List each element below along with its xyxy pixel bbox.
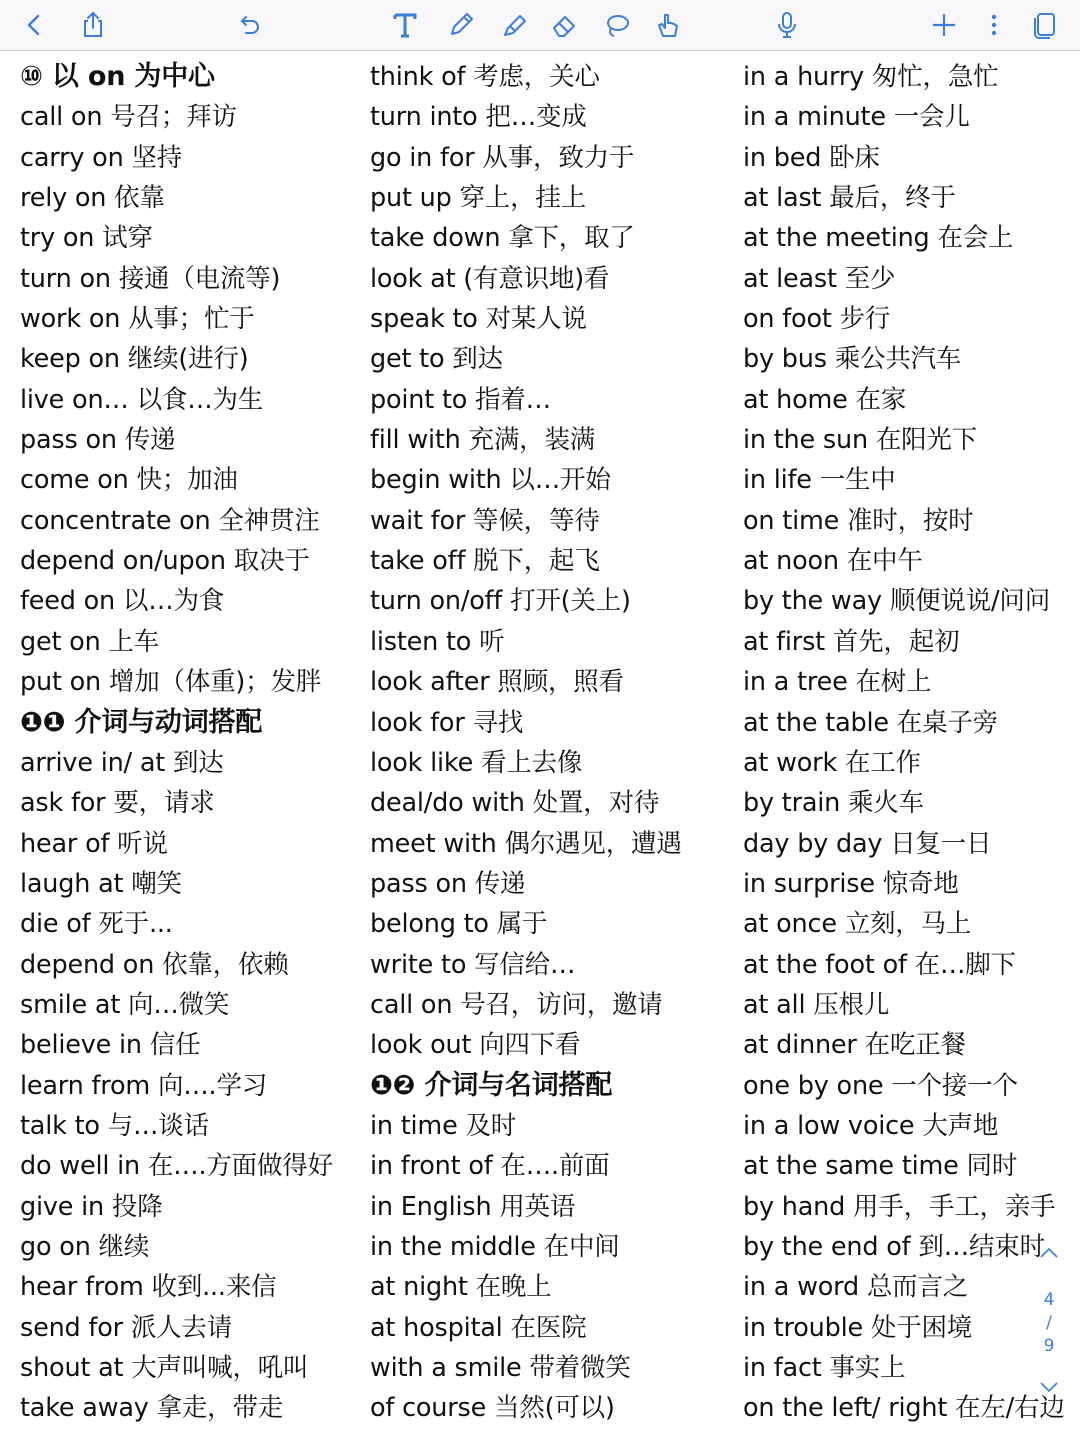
phrase-line: get on 上车: [20, 626, 160, 657]
phrase-line: at work 在工作: [743, 747, 921, 778]
phrase-line: give in 投降: [20, 1191, 163, 1222]
phrase-line: at hospital 在医院: [370, 1312, 587, 1343]
phrase-line: in a minute 一会儿: [743, 102, 970, 133]
column-right: [743, 57, 1078, 1429]
phrase-line: in the middle 在中间: [370, 1231, 620, 1262]
pen-icon[interactable]: [443, 7, 479, 43]
hand-pointer-icon[interactable]: [650, 7, 686, 43]
column-middle: [370, 57, 730, 1429]
undo-icon[interactable]: [231, 7, 267, 43]
phrase-line: go in for 从事，致力于: [370, 142, 635, 173]
phrase-line: look for 寻找: [370, 707, 524, 738]
plus-icon[interactable]: [926, 7, 962, 43]
phrase-line: at the table 在桌子旁: [743, 707, 998, 738]
chevron-left-icon[interactable]: [16, 7, 52, 43]
phrase-line: write to 写信给…: [370, 949, 576, 980]
phrase-line: by hand 用手，手工，亲手: [743, 1191, 1056, 1222]
phrase-line: put on 增加（体重)；发胖: [20, 667, 322, 698]
phrase-line: put up 穿上，挂上: [370, 183, 587, 214]
phrase-line: in trouble 处于困境: [743, 1312, 973, 1343]
phrase-line: turn on/off 打开(关上): [370, 586, 631, 617]
phrase-line: point to 指着…: [370, 384, 551, 415]
phrase-line: turn on 接通（电流等): [20, 263, 281, 294]
phrase-line: begin with 以…开始: [370, 465, 611, 496]
phrase-line: in life 一生中: [743, 465, 896, 496]
page-indicator[interactable]: [1030, 1240, 1068, 1400]
phrase-line: look after 照顾，照看: [370, 667, 624, 698]
chevron-down-icon[interactable]: [1038, 1380, 1060, 1396]
note-page: [0, 57, 1080, 1437]
phrase-line: go on 继续: [20, 1231, 150, 1262]
phrase-line: in time 及时: [370, 1110, 517, 1141]
eraser-icon[interactable]: [547, 7, 583, 43]
phrase-line: on foot 步行: [743, 304, 891, 335]
toolbar: [0, 0, 1080, 51]
phrase-line: take off 脱下，起飞: [370, 546, 600, 577]
phrase-line: belong to 属于: [370, 909, 548, 940]
phrase-line: at once 立刻，马上: [743, 909, 972, 940]
phrase-line: at noon 在中午: [743, 546, 923, 577]
phrase-line: learn from 向….学习: [20, 1070, 268, 1101]
phrase-line: at last 最后，终于: [743, 183, 956, 214]
phrase-line: at all 压根儿: [743, 989, 890, 1020]
phrase-line: get to 到达: [370, 344, 503, 375]
phrase-line: of course 当然(可以): [370, 1393, 615, 1424]
page-total: 9: [1043, 1336, 1055, 1356]
phrase-line: talk to 与…谈话: [20, 1110, 209, 1141]
phrase-line: in English 用英语: [370, 1191, 576, 1222]
phrase-line: pass on 传递: [20, 425, 176, 456]
section-heading: ❶❷ 介词与名词搭配: [370, 1069, 613, 1101]
phrase-line: in a tree 在树上: [743, 667, 932, 698]
phrase-line: listen to 听: [370, 626, 505, 657]
phrase-line: look at (有意识地)看: [370, 263, 610, 294]
section-heading: ❶❶ 介词与动词搭配: [20, 706, 263, 738]
phrase-line: arrive in/ at 到达: [20, 747, 224, 778]
phrase-line: carry on 坚持: [20, 142, 183, 173]
page-separator: /: [1046, 1313, 1052, 1333]
phrase-line: day by day 日复一日: [743, 828, 992, 859]
phrase-line: in fact 事实上: [743, 1353, 906, 1383]
phrase-line: feed on 以…为食: [20, 586, 225, 617]
phrase-line: look out 向四下看: [370, 1030, 581, 1061]
phrase-line: at the foot of 在…脚下: [743, 949, 1016, 980]
phrase-line: at least 至少: [743, 263, 896, 294]
page-current: 4: [1043, 1290, 1055, 1310]
phrase-line: smile at 向…微笑: [20, 989, 230, 1020]
lasso-icon[interactable]: [599, 7, 635, 43]
phrase-line: by bus 乘公共汽车: [743, 344, 962, 375]
phrase-line: at the same time 同时: [743, 1151, 1018, 1182]
phrase-line: ask for 要，请求: [20, 788, 215, 819]
more-vertical-icon[interactable]: [976, 7, 1012, 43]
phrase-line: in the sun 在阳光下: [743, 425, 978, 456]
phrase-line: live on… 以食…为生: [20, 384, 264, 415]
phrase-line: concentrate on 全神贯注: [20, 505, 320, 536]
phrase-line: try on 试穿: [20, 223, 153, 254]
phrase-line: die of 死于...: [20, 909, 173, 940]
phrase-line: at dinner 在吃正餐: [743, 1030, 966, 1061]
text-tool-icon[interactable]: [387, 7, 423, 43]
phrase-line: meet with 偶尔遇见，遭遇: [370, 828, 682, 859]
phrase-line: believe in 信任: [20, 1030, 201, 1061]
microphone-icon[interactable]: [769, 7, 805, 43]
phrase-line: come on 快；加油: [20, 465, 238, 496]
phrase-line: in bed 卧床: [743, 142, 880, 173]
phrase-line: with a smile 带着微笑: [370, 1353, 631, 1383]
phrase-line: speak to 对某人说: [370, 304, 587, 335]
phrase-line: depend on/upon 取决于: [20, 546, 310, 577]
phrase-line: in front of 在….前面: [370, 1151, 610, 1182]
phrase-line: shout at 大声叫喊，吼叫: [20, 1353, 309, 1383]
phrase-line: look like 看上去像: [370, 747, 583, 778]
phrase-line: laugh at 嘲笑: [20, 868, 182, 899]
phrase-line: keep on 继续(进行): [20, 344, 249, 375]
chevron-up-icon[interactable]: [1038, 1244, 1060, 1260]
phrase-line: think of 考虑，关心: [370, 62, 600, 92]
phrase-line: hear of 听说: [20, 828, 168, 859]
phrase-line: at the meeting 在会上: [743, 223, 1014, 254]
section-heading: ⑩ 以 on 为中心: [20, 61, 215, 92]
phrase-line: wait for 等候，等待: [370, 505, 600, 536]
phrase-line: pass on 传递: [370, 868, 526, 899]
phrase-line: work on 从事；忙于: [20, 304, 255, 335]
phrase-line: take away 拿走，带走: [20, 1393, 284, 1424]
phrase-line: in a hurry 匆忙，急忙: [743, 62, 999, 92]
phrase-line: in a word 总而言之: [743, 1272, 969, 1303]
phrase-line: deal/do with 处置，对待: [370, 788, 660, 819]
phrase-line: by train 乘火车: [743, 788, 924, 819]
highlighter-icon[interactable]: [497, 7, 533, 43]
phrase-line: in surprise 惊奇地: [743, 868, 959, 899]
share-icon[interactable]: [75, 7, 111, 43]
phrase-line: depend on 依靠，依赖: [20, 949, 289, 980]
phrase-line: do well in 在….方面做得好: [20, 1151, 333, 1182]
phrase-line: call on 号召，访问，邀请: [370, 989, 663, 1020]
phrase-line: on the left/ right 在左/右边: [743, 1393, 1065, 1424]
phrase-line: at first 首先，起初: [743, 626, 960, 657]
phrase-line: rely on 依靠: [20, 183, 165, 214]
phrase-line: by the way 顺便说说/问问: [743, 586, 1051, 617]
phrase-line: one by one 一个接一个: [743, 1070, 1018, 1101]
phrase-line: take down 拿下，取了: [370, 223, 635, 254]
column-left: [20, 57, 360, 1429]
phrase-line: at night 在晚上: [370, 1272, 552, 1303]
phrase-line: in a low voice 大声地: [743, 1110, 999, 1141]
phrase-line: call on 号召；拜访: [20, 102, 237, 133]
phrase-line: send for 派人去请: [20, 1312, 232, 1343]
phrase-line: fill with 充满，装满: [370, 425, 596, 456]
phrase-line: by the end of 到…结束时: [743, 1231, 1045, 1262]
phrase-line: at home 在家: [743, 384, 907, 415]
phrase-line: hear from 收到...来信: [20, 1272, 277, 1303]
phrase-line: turn into 把…变成: [370, 102, 587, 133]
phrase-line: on time 准时，按时: [743, 505, 974, 536]
pages-icon[interactable]: [1027, 7, 1063, 43]
